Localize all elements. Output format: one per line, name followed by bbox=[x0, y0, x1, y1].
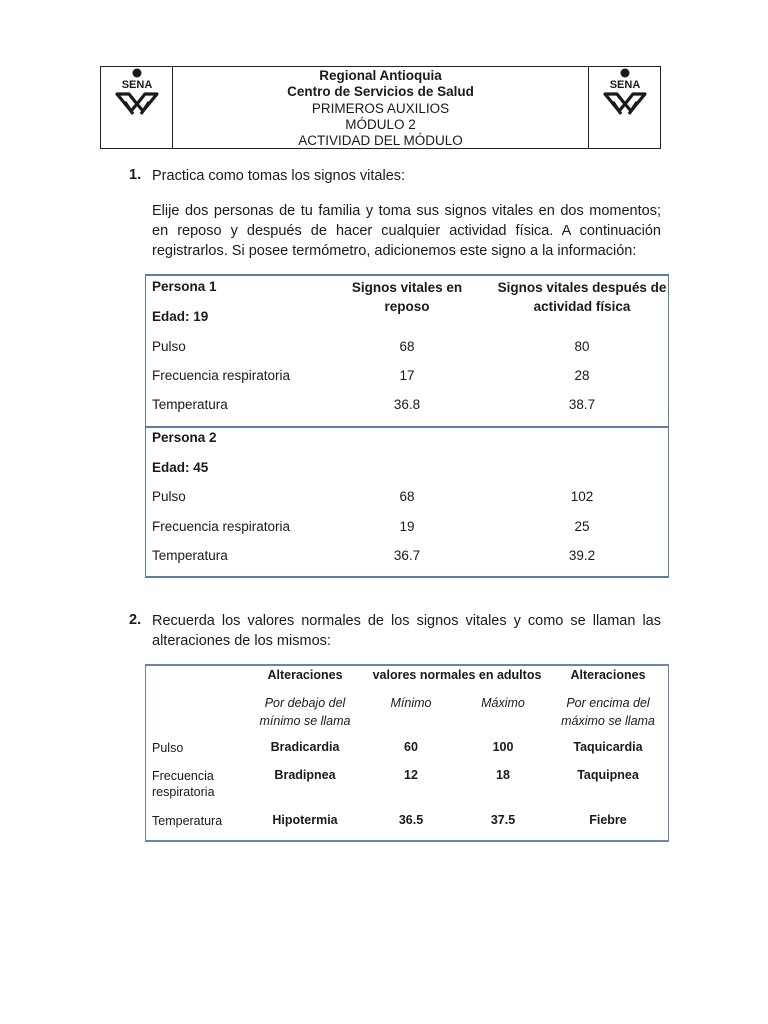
table-cell-max: 18 bbox=[496, 768, 510, 782]
table-cell-rest: 68 bbox=[399, 339, 415, 354]
table-cell-low: Bradipnea bbox=[274, 768, 336, 782]
table-cell-rest: 36.8 bbox=[393, 397, 421, 412]
column-header-rest: Signos vitales en reposo bbox=[351, 280, 463, 314]
question-2-number: 2. bbox=[129, 612, 142, 628]
sena-logo-icon bbox=[111, 67, 163, 117]
table-cell-low: Hipotermia bbox=[272, 813, 338, 827]
table-row-label: Temperatura bbox=[152, 397, 228, 412]
subheader-min: Mínimo bbox=[390, 696, 432, 710]
normal-values-table bbox=[145, 664, 669, 842]
table-row-label: Frecuencia respiratoria bbox=[152, 368, 291, 383]
question-2-text: Recuerda los valores normales de los signos vitales y como se llaman las alteraciones de los mismos: bbox=[152, 613, 661, 649]
table-cell-rest: 36.7 bbox=[393, 548, 421, 563]
table-cell-high: Taquipnea bbox=[577, 768, 639, 782]
column-header-alteration-low: Alteraciones bbox=[267, 668, 343, 682]
table-cell-rest: 19 bbox=[399, 519, 415, 534]
question-1-number: 1. bbox=[129, 167, 142, 183]
table-row-label: Pulso bbox=[152, 489, 186, 504]
table-cell-after: 80 bbox=[574, 339, 590, 354]
subheader-above-max: Por encima del máximo se llama bbox=[561, 696, 655, 728]
column-header-alteration-high: Alteraciones bbox=[570, 668, 646, 682]
header-course: PRIMEROS AUXILIOS bbox=[311, 100, 450, 116]
table-cell-min: 60 bbox=[404, 740, 418, 754]
svg-text:SENA: SENA bbox=[121, 79, 153, 91]
table-cell-min: 36.5 bbox=[398, 813, 424, 827]
column-header-after: Signos vitales después de actividad física bbox=[497, 280, 667, 314]
vital-signs-table bbox=[145, 274, 669, 578]
header-region: Regional Antioquia bbox=[319, 68, 442, 83]
table-cell-after: 102 bbox=[570, 489, 594, 504]
table-row-label: Pulso bbox=[152, 339, 186, 354]
table-cell-rest: 17 bbox=[399, 368, 415, 383]
person-2-name: Persona 2 bbox=[152, 430, 217, 445]
question-1-paragraph: Elije dos personas de tu familia y toma sus signos vitales en dos momentos; en reposo y después de hacer cualquier actividad física. A continuación registrarlos. Si posee termómetro, adicionemos este signo a la información: bbox=[152, 203, 661, 259]
table-cell-rest: 68 bbox=[399, 489, 415, 504]
person-2-age: Edad: 45 bbox=[152, 460, 209, 475]
document-header bbox=[100, 66, 661, 149]
header-logo-cell-left bbox=[101, 67, 173, 148]
header-center-name: Centro de Servicios de Salud bbox=[287, 84, 474, 100]
table-cell-max: 37.5 bbox=[490, 813, 516, 827]
table-cell-after: 25 bbox=[574, 519, 590, 534]
header-module: MÓDULO 2 bbox=[345, 116, 416, 132]
question-1-title: Practica como tomas los signos vitales: bbox=[152, 168, 406, 184]
sena-logo-icon bbox=[599, 67, 651, 117]
svg-text:SENA: SENA bbox=[609, 79, 641, 91]
table-cell-min: 12 bbox=[404, 768, 418, 782]
table-row-label: Frecuencia respiratoria bbox=[152, 519, 291, 534]
table-row-label: Pulso bbox=[152, 741, 184, 755]
table-cell-after: 39.2 bbox=[568, 548, 596, 563]
table-cell-high: Fiebre bbox=[589, 813, 627, 827]
header-title-block bbox=[173, 67, 588, 149]
table-row-label: Temperatura bbox=[152, 548, 228, 563]
table-cell-low: Bradicardia bbox=[270, 740, 340, 754]
person-1-age: Edad: 19 bbox=[152, 309, 209, 324]
table-divider bbox=[146, 426, 668, 428]
table-cell-max: 100 bbox=[492, 740, 514, 754]
header-activity: ACTIVIDAD DEL MÓDULO bbox=[298, 133, 463, 149]
table-cell-after: 28 bbox=[574, 368, 590, 383]
subheader-below-min: Por debajo del mínimo se llama bbox=[259, 696, 351, 728]
table-cell-high: Taquicardia bbox=[573, 740, 643, 754]
header-logo-cell-right bbox=[588, 67, 660, 148]
table-row-label: Frecuencia respiratoria bbox=[152, 769, 215, 799]
subheader-max: Máximo bbox=[481, 696, 525, 710]
table-row-label: Temperatura bbox=[152, 814, 223, 828]
table-cell-after: 38.7 bbox=[568, 397, 596, 412]
column-header-normal-values: valores normales en adultos bbox=[372, 668, 542, 682]
person-1-name: Persona 1 bbox=[152, 279, 217, 294]
